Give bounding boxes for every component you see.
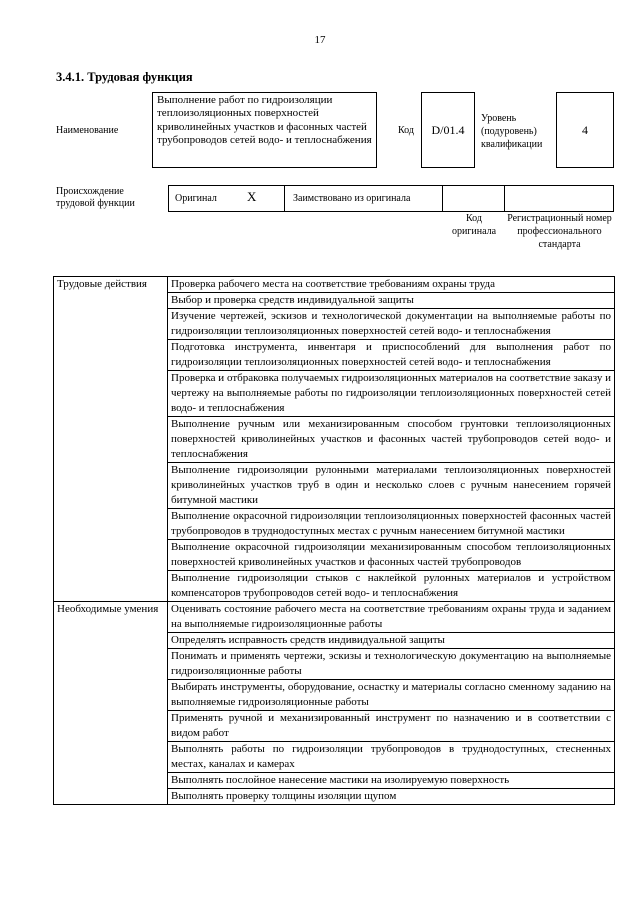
qualification-level-box: 4	[556, 92, 614, 168]
page-number: 17	[314, 34, 326, 46]
origin-borrowed-label: Заимствовано из оригинала	[293, 193, 411, 204]
labor-actions-item: Изучение чертежей, эскизов и технологической документации на выполняемые работы по гидроизоляции теплоизоляционных поверхностей сетей водо- и теплоснабжения	[168, 309, 615, 340]
required-skills-item: Понимать и применять чертежи, эскизы и технологическую документацию на выполняемые гидроизоляционные работы	[168, 649, 615, 680]
required-skills-item: Определять исправность средств индивидуальной защиты	[168, 633, 615, 649]
labor-actions-item: Выполнение окрасочной гидроизоляции механизированным способом теплоизоляционных поверхностей криволинейных участков и фасонных частей трубопроводов	[168, 540, 615, 571]
labor-actions-item: Выбор и проверка средств индивидуальной защиты	[168, 293, 615, 309]
required-skills-item: Выполнять проверку толщины изоляции щупом	[168, 789, 615, 805]
required-skills-item: Оценивать состояние рабочего места на соответствие требованиям охраны труда и заданием на выполняемые гидроизоляционные работы	[168, 602, 615, 633]
table-row	[54, 602, 615, 633]
origin-reg-cell	[505, 185, 614, 212]
origin-original-label: Оригинал	[175, 193, 217, 204]
labor-actions-item: Проверка рабочего места на соответствие требованиям охраны труда	[168, 277, 615, 293]
table-row	[54, 277, 615, 293]
required-skills-item: Применять ручной и механизированный инструмент по назначению и в соответствии с видом работ	[168, 711, 615, 742]
function-code-box: D/01.4	[421, 92, 475, 168]
name-label: Наименование	[56, 125, 119, 136]
section-title: 3.4.1. Трудовая функция	[56, 70, 193, 84]
required-skills-item: Выбирать инструменты, оборудование, оснастку и материалы согласно сменному заданию на выполняемые гидроизоляционные работы	[168, 680, 615, 711]
function-name-box: Выполнение работ по гидроизоляции теплоизоляционных поверхностей криволинейных участков и фасонных частей трубопроводов сетей водо- и теплоснабжения	[152, 92, 377, 168]
origin-original-mark: X	[247, 189, 257, 204]
labor-actions-item: Выполнение ручным или механизированным способом грунтовки теплоизоляционных поверхностей криволинейных участков и фасонных частей трубопроводов сетей водо- и теплоснабжения	[168, 417, 615, 463]
labor-actions-item: Выполнение окрасочной гидроизоляции теплоизоляционных поверхностей фасонных частей трубопроводов в труднодоступных местах с ручным нанесением битумной мастики	[168, 509, 615, 540]
required-skills-item: Выполнять послойное нанесение мастики на изолируемую поверхность	[168, 773, 615, 789]
origin-code-cell	[443, 185, 505, 212]
reg-number-caption: Регистрационный номер профессионального стандарта	[507, 213, 612, 250]
origin-borrowed-cell	[285, 185, 443, 212]
labor-actions-item: Выполнение гидроизоляции стыков с наклейкой рулонных материалов и устройством компенсаторов трубопроводов сетей водо- и теплоснабжения	[168, 571, 615, 602]
labor-function-table	[53, 276, 615, 805]
required-skills-item: Выполнять работы по гидроизоляции трубопроводов в труднодоступных, стесненных местах, каналах и камерах	[168, 742, 615, 773]
origin-label: Происхождение трудовой функции	[56, 186, 135, 209]
qualification-level-label: Уровень (подуровень) квалификации	[481, 113, 543, 150]
code-label: Код	[398, 125, 414, 136]
labor-actions-item: Проверка и отбраковка получаемых гидроизоляционных материалов на соответствие заказу и чертежу на выполняемые работы по гидроизоляции теплоизоляционных поверхностей сетей водо- и теплоснабжения	[168, 371, 615, 417]
labor-actions-category: Трудовые действия	[54, 277, 168, 602]
origin-original-cell	[168, 185, 285, 212]
code-original-caption: Код оригинала	[451, 213, 497, 237]
required-skills-category: Необходимые умения	[54, 602, 168, 805]
labor-actions-item: Выполнение гидроизоляции рулонными материалами теплоизоляционных поверхностей криволинейных участков труб в один и несколько слоев с ручным нанесением горячей битумной мастики	[168, 463, 615, 509]
labor-function-table-body	[54, 277, 615, 805]
labor-actions-item: Подготовка инструмента, инвентаря и приспособлений для выполнения работ по гидроизоляции теплоизоляционных поверхностей сетей водо- и теплоснабжения	[168, 340, 615, 371]
origin-row	[168, 185, 614, 212]
